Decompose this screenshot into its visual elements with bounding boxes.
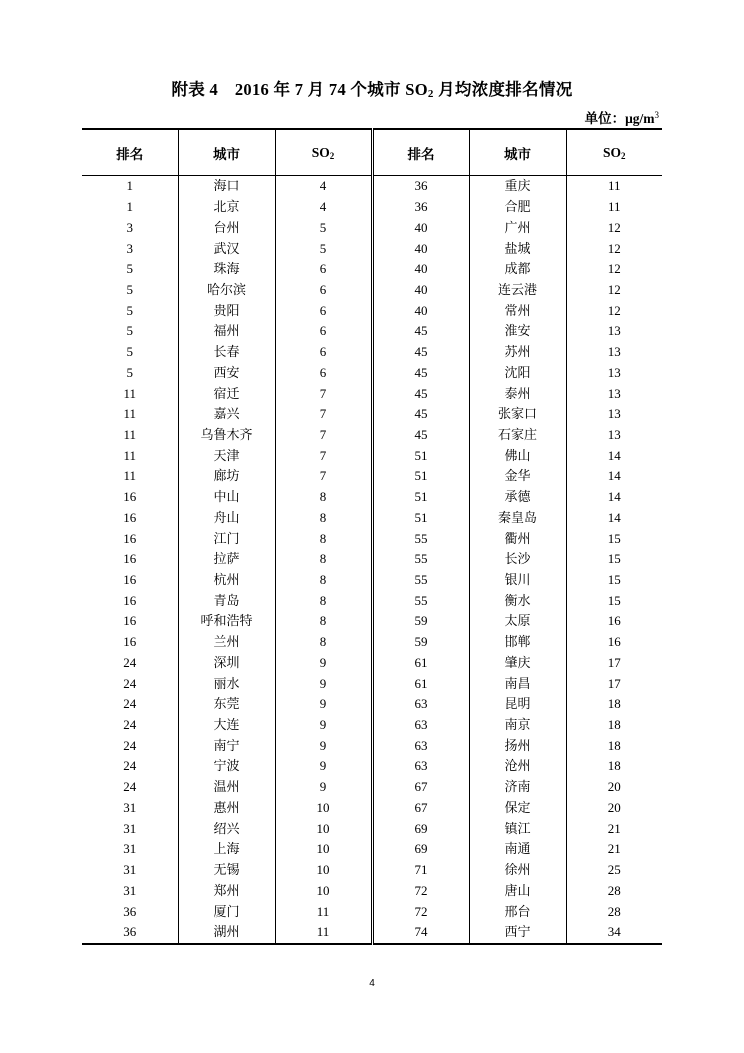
cell-city-left: 绍兴 <box>178 818 275 839</box>
header-so2-text: SO <box>602 144 621 160</box>
table-row <box>82 590 662 611</box>
cell-city-right: 扬州 <box>469 735 566 756</box>
cell-rank-right: 71 <box>372 860 469 881</box>
cell-city-left: 南宁 <box>178 735 275 756</box>
cell-so2-right: 18 <box>566 756 662 777</box>
cell-so2-left: 8 <box>275 590 372 611</box>
cell-rank-left: 16 <box>123 592 137 608</box>
cell-so2-left: 11 <box>275 922 372 944</box>
cell-city-left: 海口 <box>178 176 275 197</box>
cell-so2-left: 8 <box>275 632 372 653</box>
unit-superscript: 3 <box>654 110 659 120</box>
cell-city-left: 兰州 <box>178 632 275 653</box>
cell-city-right: 泰州 <box>469 383 566 404</box>
cell-rank-left: 24 <box>123 696 137 712</box>
cell-so2-right: 21 <box>566 818 662 839</box>
cell-so2-right: 28 <box>566 880 662 901</box>
cell-so2-right: 13 <box>566 404 662 425</box>
cell-city-left: 舟山 <box>178 508 275 529</box>
table-row <box>82 445 662 466</box>
cell-city-left: 深圳 <box>178 653 275 674</box>
header-so2-sub: 2 <box>329 150 335 161</box>
cell-rank-right: 69 <box>372 839 469 860</box>
cell-rank-right: 40 <box>372 217 469 238</box>
cell-rank-left: 31 <box>123 862 137 878</box>
cell-city-right: 重庆 <box>469 176 566 197</box>
cell-so2-left: 10 <box>275 798 372 819</box>
cell-city-right: 唐山 <box>469 880 566 901</box>
cell-so2-left: 11 <box>275 901 372 922</box>
cell-city-left: 天津 <box>178 445 275 466</box>
cell-so2-left: 8 <box>275 508 372 529</box>
cell-city-right: 西宁 <box>469 922 566 944</box>
cell-so2-right: 16 <box>566 632 662 653</box>
title-prefix: 附表 4 2016 年 7 月 74 个城市 SO <box>171 80 428 99</box>
cell-rank-right: 36 <box>372 176 469 197</box>
cell-city-right: 盐城 <box>469 238 566 259</box>
cell-city-left: 台州 <box>178 217 275 238</box>
cell-rank-right: 40 <box>372 300 469 321</box>
cell-rank-left: 24 <box>123 758 137 774</box>
cell-so2-right: 13 <box>566 362 662 383</box>
cell-rank-left: 11 <box>123 406 137 422</box>
cell-rank-right: 55 <box>372 528 469 549</box>
cell-so2-left: 10 <box>275 860 372 881</box>
cell-city-right: 石家庄 <box>469 425 566 446</box>
cell-so2-right: 13 <box>566 321 662 342</box>
cell-rank-left: 3 <box>126 240 133 256</box>
cell-city-left: 郑州 <box>178 880 275 901</box>
table-row <box>82 197 662 218</box>
cell-city-left: 武汉 <box>178 238 275 259</box>
cell-so2-left: 9 <box>275 673 372 694</box>
cell-so2-right: 15 <box>566 590 662 611</box>
cell-rank-right: 51 <box>372 445 469 466</box>
cell-so2-left: 9 <box>275 777 372 798</box>
cell-rank-left: 24 <box>123 654 137 670</box>
cell-city-left: 东莞 <box>178 694 275 715</box>
table-row <box>82 528 662 549</box>
cell-so2-left: 6 <box>275 300 372 321</box>
table-row <box>82 818 662 839</box>
table-row <box>82 673 662 694</box>
cell-so2-left: 7 <box>275 466 372 487</box>
cell-so2-left: 5 <box>275 238 372 259</box>
table-row <box>82 715 662 736</box>
cell-city-left: 厦门 <box>178 901 275 922</box>
cell-city-right: 保定 <box>469 798 566 819</box>
cell-rank-right: 36 <box>372 197 469 218</box>
cell-city-left: 大连 <box>178 715 275 736</box>
table-row <box>82 217 662 238</box>
cell-city-left: 嘉兴 <box>178 404 275 425</box>
cell-rank-left: 1 <box>126 178 133 194</box>
table-row <box>82 798 662 819</box>
cell-so2-right: 12 <box>566 280 662 301</box>
cell-city-left: 杭州 <box>178 570 275 591</box>
cell-so2-left: 9 <box>275 653 372 674</box>
cell-city-left: 福州 <box>178 321 275 342</box>
cell-rank-right: 45 <box>372 425 469 446</box>
cell-city-left: 惠州 <box>178 798 275 819</box>
cell-rank-right: 51 <box>372 487 469 508</box>
cell-city-left: 无锡 <box>178 860 275 881</box>
cell-so2-right: 16 <box>566 611 662 632</box>
cell-so2-right: 13 <box>566 383 662 404</box>
cell-so2-right: 18 <box>566 715 662 736</box>
cell-rank-right: 45 <box>372 383 469 404</box>
table-row <box>82 383 662 404</box>
cell-so2-right: 18 <box>566 735 662 756</box>
cell-so2-left: 10 <box>275 880 372 901</box>
cell-rank-right: 51 <box>372 466 469 487</box>
cell-city-right: 南昌 <box>469 673 566 694</box>
unit-label <box>585 107 659 127</box>
cell-city-right: 长沙 <box>469 549 566 570</box>
cell-city-right: 衡水 <box>469 590 566 611</box>
cell-city-right: 镇江 <box>469 818 566 839</box>
table-row <box>82 735 662 756</box>
page-title <box>0 76 744 100</box>
cell-so2-right: 12 <box>566 217 662 238</box>
cell-rank-right: 63 <box>372 715 469 736</box>
table-body <box>82 176 662 944</box>
table-row <box>82 280 662 301</box>
cell-rank-left: 24 <box>123 737 137 753</box>
cell-city-left: 西安 <box>178 362 275 383</box>
cell-city-left: 宁波 <box>178 756 275 777</box>
cell-so2-right: 15 <box>566 549 662 570</box>
cell-city-left: 丽水 <box>178 673 275 694</box>
table-row <box>82 549 662 570</box>
cell-so2-right: 12 <box>566 300 662 321</box>
cell-city-left: 拉萨 <box>178 549 275 570</box>
cell-city-right: 昆明 <box>469 694 566 715</box>
header-so2-text: SO <box>311 144 330 160</box>
cell-city-right: 南通 <box>469 839 566 860</box>
table-row <box>82 238 662 259</box>
cell-so2-right: 20 <box>566 798 662 819</box>
table-row <box>82 362 662 383</box>
cell-so2-left: 6 <box>275 259 372 280</box>
cell-rank-right: 63 <box>372 694 469 715</box>
cell-so2-right: 25 <box>566 860 662 881</box>
cell-rank-left: 36 <box>123 924 137 940</box>
cell-so2-left: 4 <box>275 197 372 218</box>
header-rank-right: 排名 <box>372 129 469 176</box>
cell-so2-right: 15 <box>566 570 662 591</box>
cell-so2-left: 9 <box>275 715 372 736</box>
cell-so2-left: 6 <box>275 342 372 363</box>
cell-so2-left: 7 <box>275 383 372 404</box>
cell-so2-left: 6 <box>275 362 372 383</box>
cell-rank-right: 59 <box>372 611 469 632</box>
cell-rank-right: 45 <box>372 342 469 363</box>
cell-so2-right: 11 <box>566 197 662 218</box>
table-row <box>82 404 662 425</box>
cell-rank-right: 45 <box>372 362 469 383</box>
cell-city-left: 珠海 <box>178 259 275 280</box>
cell-city-left: 江门 <box>178 528 275 549</box>
cell-rank-right: 67 <box>372 798 469 819</box>
cell-so2-right: 12 <box>566 238 662 259</box>
cell-city-right: 广州 <box>469 217 566 238</box>
title-subscript: 2 <box>427 88 434 100</box>
cell-so2-left: 8 <box>275 528 372 549</box>
table-header-row <box>82 129 662 176</box>
cell-rank-left: 5 <box>126 323 133 339</box>
table-row <box>82 259 662 280</box>
cell-rank-left: 16 <box>123 489 137 505</box>
title-suffix: 月均浓度排名情况 <box>433 80 573 99</box>
cell-so2-right: 17 <box>566 653 662 674</box>
cell-so2-right: 11 <box>566 176 662 197</box>
cell-rank-left: 5 <box>126 344 133 360</box>
cell-city-right: 淮安 <box>469 321 566 342</box>
table-row <box>82 880 662 901</box>
cell-city-right: 承德 <box>469 487 566 508</box>
cell-rank-left: 31 <box>123 841 137 857</box>
cell-city-right: 沧州 <box>469 756 566 777</box>
unit-text: 单位：μg/m <box>584 111 655 126</box>
ranking-table <box>82 128 662 945</box>
cell-rank-left: 24 <box>123 675 137 691</box>
cell-rank-right: 61 <box>372 653 469 674</box>
cell-city-right: 济南 <box>469 777 566 798</box>
table-row <box>82 570 662 591</box>
cell-rank-right: 40 <box>372 238 469 259</box>
cell-so2-left: 7 <box>275 445 372 466</box>
cell-so2-left: 7 <box>275 425 372 446</box>
cell-rank-left: 5 <box>126 364 133 380</box>
cell-so2-right: 14 <box>566 445 662 466</box>
cell-rank-right: 51 <box>372 508 469 529</box>
cell-rank-left: 5 <box>126 302 133 318</box>
cell-rank-right: 72 <box>372 901 469 922</box>
cell-city-right: 常州 <box>469 300 566 321</box>
cell-so2-left: 8 <box>275 570 372 591</box>
header-city-right: 城市 <box>469 129 566 176</box>
cell-rank-left: 11 <box>123 468 137 484</box>
cell-city-right: 太原 <box>469 611 566 632</box>
cell-city-left: 乌鲁木齐 <box>178 425 275 446</box>
cell-rank-right: 40 <box>372 259 469 280</box>
cell-city-left: 长春 <box>178 342 275 363</box>
cell-city-left: 宿迁 <box>178 383 275 404</box>
cell-so2-right: 13 <box>566 342 662 363</box>
table-row <box>82 466 662 487</box>
table-row <box>82 756 662 777</box>
cell-rank-left: 1 <box>126 199 133 215</box>
table-row <box>82 611 662 632</box>
table-row <box>82 653 662 674</box>
cell-rank-right: 59 <box>372 632 469 653</box>
cell-rank-right: 55 <box>372 570 469 591</box>
cell-so2-right: 20 <box>566 777 662 798</box>
table-row <box>82 632 662 653</box>
cell-rank-left: 5 <box>126 281 133 297</box>
cell-city-right: 徐州 <box>469 860 566 881</box>
cell-so2-left: 8 <box>275 611 372 632</box>
cell-rank-left: 11 <box>123 447 137 463</box>
cell-city-left: 哈尔滨 <box>178 280 275 301</box>
cell-rank-left: 24 <box>123 779 137 795</box>
cell-so2-left: 6 <box>275 321 372 342</box>
table-row <box>82 321 662 342</box>
cell-city-left: 上海 <box>178 839 275 860</box>
cell-city-right: 张家口 <box>469 404 566 425</box>
cell-rank-right: 45 <box>372 321 469 342</box>
cell-city-right: 南京 <box>469 715 566 736</box>
cell-city-right: 衢州 <box>469 528 566 549</box>
cell-city-left: 贵阳 <box>178 300 275 321</box>
cell-so2-right: 21 <box>566 839 662 860</box>
table-row <box>82 487 662 508</box>
cell-so2-left: 5 <box>275 217 372 238</box>
cell-rank-left: 16 <box>123 509 137 525</box>
header-so2-right <box>566 129 662 176</box>
cell-city-right: 银川 <box>469 570 566 591</box>
cell-so2-right: 12 <box>566 259 662 280</box>
cell-so2-left: 6 <box>275 280 372 301</box>
cell-city-right: 沈阳 <box>469 362 566 383</box>
cell-city-left: 温州 <box>178 777 275 798</box>
cell-rank-left: 16 <box>123 572 137 588</box>
cell-city-left: 北京 <box>178 197 275 218</box>
header-city-left: 城市 <box>178 129 275 176</box>
cell-so2-left: 8 <box>275 549 372 570</box>
cell-so2-left: 4 <box>275 176 372 197</box>
cell-so2-right: 17 <box>566 673 662 694</box>
table-row <box>82 508 662 529</box>
cell-so2-left: 8 <box>275 487 372 508</box>
cell-rank-right: 74 <box>372 922 469 944</box>
cell-city-left: 呼和浩特 <box>178 611 275 632</box>
cell-rank-right: 63 <box>372 735 469 756</box>
cell-rank-left: 36 <box>123 903 137 919</box>
cell-so2-right: 13 <box>566 425 662 446</box>
table-row <box>82 922 662 944</box>
table-row <box>82 860 662 881</box>
cell-city-left: 青岛 <box>178 590 275 611</box>
cell-so2-left: 7 <box>275 404 372 425</box>
cell-so2-right: 14 <box>566 487 662 508</box>
table-row <box>82 300 662 321</box>
cell-city-right: 连云港 <box>469 280 566 301</box>
cell-rank-right: 40 <box>372 280 469 301</box>
cell-rank-left: 31 <box>123 799 137 815</box>
cell-so2-right: 15 <box>566 528 662 549</box>
cell-rank-right: 63 <box>372 756 469 777</box>
cell-so2-right: 34 <box>566 922 662 944</box>
table-row <box>82 342 662 363</box>
cell-rank-left: 24 <box>123 717 137 733</box>
cell-rank-left: 31 <box>123 882 137 898</box>
cell-city-right: 金华 <box>469 466 566 487</box>
cell-rank-left: 11 <box>123 385 137 401</box>
table-row <box>82 839 662 860</box>
cell-so2-right: 18 <box>566 694 662 715</box>
cell-rank-left: 31 <box>123 820 137 836</box>
cell-city-right: 佛山 <box>469 445 566 466</box>
cell-rank-right: 69 <box>372 818 469 839</box>
table-row <box>82 425 662 446</box>
cell-rank-left: 5 <box>126 261 133 277</box>
cell-so2-left: 9 <box>275 694 372 715</box>
cell-city-right: 合肥 <box>469 197 566 218</box>
cell-rank-right: 45 <box>372 404 469 425</box>
cell-city-left: 廊坊 <box>178 466 275 487</box>
cell-city-right: 邢台 <box>469 901 566 922</box>
header-so2-sub: 2 <box>621 150 626 161</box>
cell-city-right: 苏州 <box>469 342 566 363</box>
table-row <box>82 777 662 798</box>
header-so2-left <box>275 129 372 176</box>
cell-city-right: 肇庆 <box>469 653 566 674</box>
cell-rank-left: 16 <box>123 551 137 567</box>
cell-city-right: 秦皇岛 <box>469 508 566 529</box>
cell-city-left: 湖州 <box>178 922 275 944</box>
table-row <box>82 176 662 197</box>
cell-rank-right: 55 <box>372 590 469 611</box>
table-row <box>82 901 662 922</box>
cell-so2-left: 10 <box>275 839 372 860</box>
cell-rank-left: 3 <box>126 219 133 235</box>
cell-rank-right: 72 <box>372 880 469 901</box>
header-rank-left: 排名 <box>82 129 178 176</box>
page-number: 4 <box>369 978 375 989</box>
cell-so2-left: 9 <box>275 735 372 756</box>
cell-so2-right: 14 <box>566 508 662 529</box>
cell-so2-right: 28 <box>566 901 662 922</box>
cell-so2-left: 10 <box>275 818 372 839</box>
cell-so2-right: 14 <box>566 466 662 487</box>
cell-so2-left: 9 <box>275 756 372 777</box>
cell-rank-left: 16 <box>123 530 137 546</box>
cell-city-left: 中山 <box>178 487 275 508</box>
cell-city-right: 成都 <box>469 259 566 280</box>
cell-rank-right: 61 <box>372 673 469 694</box>
table-row <box>82 694 662 715</box>
cell-rank-right: 67 <box>372 777 469 798</box>
cell-rank-left: 16 <box>123 634 137 650</box>
cell-rank-left: 16 <box>123 613 137 629</box>
cell-rank-left: 11 <box>123 426 137 442</box>
cell-city-right: 邯郸 <box>469 632 566 653</box>
cell-rank-right: 55 <box>372 549 469 570</box>
